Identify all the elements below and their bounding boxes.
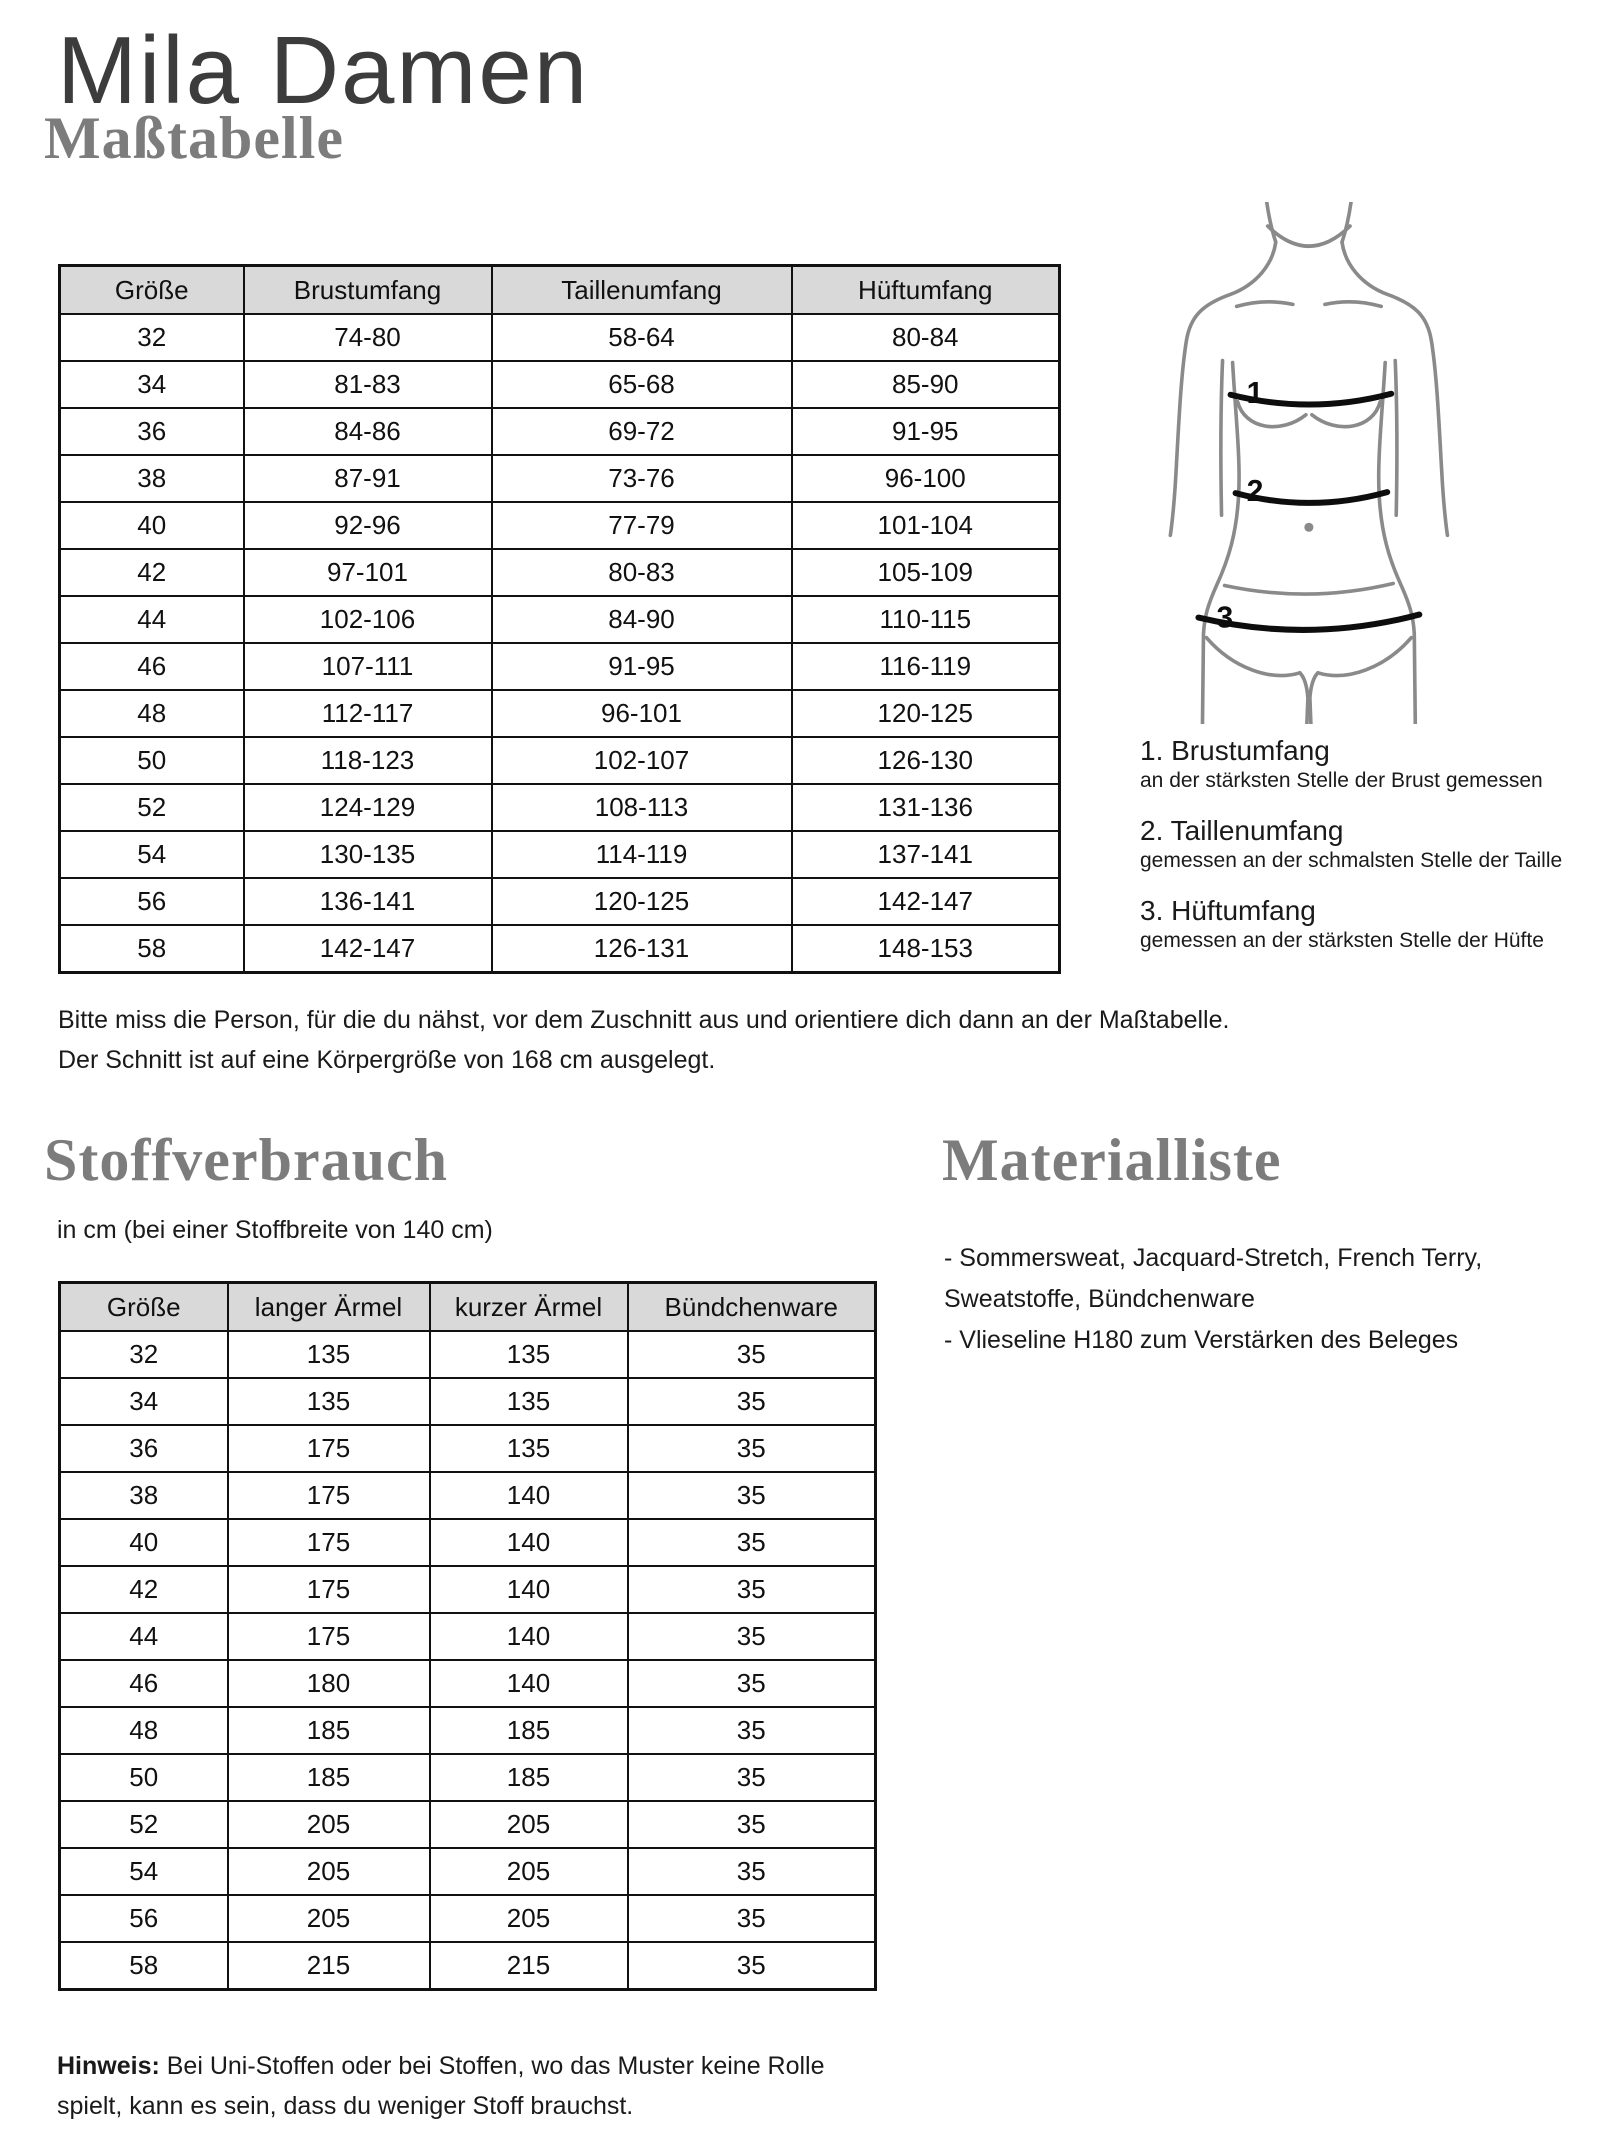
table-row xyxy=(60,1707,876,1754)
table-cell: 84-90 xyxy=(492,596,792,643)
table-cell: 130-135 xyxy=(244,831,492,878)
table-cell: 102-107 xyxy=(492,737,792,784)
table-row xyxy=(60,737,1060,784)
table-row xyxy=(60,1754,876,1801)
table-cell: 205 xyxy=(228,1848,430,1895)
bust-band-label: 1 xyxy=(1246,376,1264,410)
table-cell: 110-115 xyxy=(792,596,1060,643)
table-cell: 205 xyxy=(430,1801,628,1848)
table-row xyxy=(60,596,1060,643)
table-cell: 185 xyxy=(430,1754,628,1801)
table-cell: 215 xyxy=(430,1942,628,1990)
table-row xyxy=(60,1378,876,1425)
table-cell: 35 xyxy=(628,1472,876,1519)
table-cell: 35 xyxy=(628,1331,876,1378)
legend-title: 1. Brustumfang xyxy=(1140,735,1330,766)
column-header: Brustumfang xyxy=(244,266,492,315)
table-cell: 36 xyxy=(60,1425,228,1472)
table-cell: 35 xyxy=(628,1378,876,1425)
table-cell: 205 xyxy=(228,1801,430,1848)
navel-dot xyxy=(1304,523,1313,532)
column-header: Größe xyxy=(60,1283,228,1332)
table-cell: 175 xyxy=(228,1472,430,1519)
table-cell: 140 xyxy=(430,1472,628,1519)
column-header: Hüftumfang xyxy=(792,266,1060,315)
table-cell: 74-80 xyxy=(244,314,492,361)
table-cell: 77-79 xyxy=(492,502,792,549)
size-table-header xyxy=(60,266,1060,315)
table-row xyxy=(60,361,1060,408)
table-cell: 85-90 xyxy=(792,361,1060,408)
table-cell: 35 xyxy=(628,1519,876,1566)
table-cell: 142-147 xyxy=(244,925,492,973)
header-row xyxy=(60,266,1060,315)
column-header: Größe xyxy=(60,266,244,315)
column-header: kurzer Ärmel xyxy=(430,1283,628,1332)
size-table-body xyxy=(60,314,1060,973)
table-cell: 124-129 xyxy=(244,784,492,831)
masstabelle-heading: Maßtabelle xyxy=(44,105,344,171)
table-row xyxy=(60,1425,876,1472)
note-line: Der Schnitt ist auf eine Körpergröße von 168 cm ausgelegt. xyxy=(58,1046,716,1074)
table-cell: 137-141 xyxy=(792,831,1060,878)
table-cell: 140 xyxy=(430,1660,628,1707)
table-cell: 32 xyxy=(60,1331,228,1378)
table-row xyxy=(60,1519,876,1566)
table-cell: 120-125 xyxy=(492,878,792,925)
table-row xyxy=(60,1848,876,1895)
table-cell: 58 xyxy=(60,925,244,973)
legend-desc: gemessen an der stärksten Stelle der Hüfte xyxy=(1140,929,1544,952)
legend-item-waist xyxy=(1140,814,1600,874)
table-cell: 205 xyxy=(228,1895,430,1942)
table-cell: 142-147 xyxy=(792,878,1060,925)
table-cell: 48 xyxy=(60,1707,228,1754)
table-cell: 92-96 xyxy=(244,502,492,549)
legend-item-bust xyxy=(1140,734,1600,794)
table-cell: 205 xyxy=(430,1895,628,1942)
table-row xyxy=(60,643,1060,690)
table-cell: 91-95 xyxy=(492,643,792,690)
table-cell: 91-95 xyxy=(792,408,1060,455)
table-row xyxy=(60,408,1060,455)
fabric-table-body xyxy=(60,1331,876,1990)
table-cell: 135 xyxy=(430,1378,628,1425)
table-cell: 42 xyxy=(60,549,244,596)
table-cell: 35 xyxy=(628,1613,876,1660)
table-row xyxy=(60,1472,876,1519)
table-cell: 116-119 xyxy=(792,643,1060,690)
table-cell: 73-76 xyxy=(492,455,792,502)
table-cell: 105-109 xyxy=(792,549,1060,596)
figure-outline xyxy=(1170,202,1447,724)
table-row xyxy=(60,1942,876,1990)
column-header: Bündchenware xyxy=(628,1283,876,1332)
table-row xyxy=(60,314,1060,361)
table-cell: 175 xyxy=(228,1425,430,1472)
table-cell: 215 xyxy=(228,1942,430,1990)
table-cell: 35 xyxy=(628,1425,876,1472)
column-header: langer Ärmel xyxy=(228,1283,430,1332)
table-cell: 35 xyxy=(628,1754,876,1801)
table-row xyxy=(60,1613,876,1660)
table-cell: 87-91 xyxy=(244,455,492,502)
measuring-note xyxy=(58,1000,1378,1080)
table-cell: 54 xyxy=(60,831,244,878)
table-cell: 46 xyxy=(60,1660,228,1707)
table-row xyxy=(60,831,1060,878)
fabric-usage-table xyxy=(58,1281,877,1991)
table-cell: 135 xyxy=(228,1331,430,1378)
materialliste-heading: Materialliste xyxy=(942,1127,1282,1193)
table-cell: 35 xyxy=(628,1707,876,1754)
table-cell: 56 xyxy=(60,1895,228,1942)
table-cell: 52 xyxy=(60,784,244,831)
table-cell: 135 xyxy=(430,1425,628,1472)
table-row xyxy=(60,502,1060,549)
table-cell: 126-131 xyxy=(492,925,792,973)
page-title: Mila Damen xyxy=(57,17,590,124)
note-line: Bitte miss die Person, für die du nähst, vor dem Zuschnitt aus und orientiere dich dann an der Maßtabelle. xyxy=(58,1006,1230,1034)
table-cell: 50 xyxy=(60,1754,228,1801)
legend-desc: gemessen an der schmalsten Stelle der Taille xyxy=(1140,849,1563,872)
header-row xyxy=(60,1283,876,1332)
table-cell: 205 xyxy=(430,1848,628,1895)
hint-text: Bei Uni-Stoffen oder bei Stoffen, wo das Muster keine Rolle spielt, kann es sein, dass du weniger Stoff brauchst. xyxy=(57,2052,825,2120)
table-cell: 185 xyxy=(228,1707,430,1754)
table-cell: 135 xyxy=(228,1378,430,1425)
table-cell: 46 xyxy=(60,643,244,690)
table-cell: 114-119 xyxy=(492,831,792,878)
table-cell: 148-153 xyxy=(792,925,1060,973)
table-cell: 80-83 xyxy=(492,549,792,596)
legend-desc: an der stärksten Stelle der Brust gemessen xyxy=(1140,769,1543,792)
size-measurement-table xyxy=(58,264,1061,974)
table-cell: 44 xyxy=(60,596,244,643)
stoffverbrauch-heading: Stoffverbrauch xyxy=(44,1127,448,1193)
table-cell: 58-64 xyxy=(492,314,792,361)
table-cell: 175 xyxy=(228,1613,430,1660)
table-cell: 140 xyxy=(430,1519,628,1566)
table-cell: 80-84 xyxy=(792,314,1060,361)
hint-label: Hinweis: xyxy=(57,2052,160,2080)
body-measurement-figure xyxy=(1128,202,1550,724)
table-cell: 35 xyxy=(628,1942,876,1990)
table-row xyxy=(60,455,1060,502)
table-cell: 175 xyxy=(228,1566,430,1613)
table-cell: 112-117 xyxy=(244,690,492,737)
table-cell: 118-123 xyxy=(244,737,492,784)
legend-title: 2. Taillenumfang xyxy=(1140,815,1344,846)
table-cell: 107-111 xyxy=(244,643,492,690)
table-cell: 81-83 xyxy=(244,361,492,408)
table-cell: 96-101 xyxy=(492,690,792,737)
table-cell: 185 xyxy=(430,1707,628,1754)
measurement-legend xyxy=(1140,734,1600,974)
fabric-hint xyxy=(57,2046,867,2126)
table-cell: 65-68 xyxy=(492,361,792,408)
table-cell: 131-136 xyxy=(792,784,1060,831)
table-cell: 56 xyxy=(60,878,244,925)
table-cell: 97-101 xyxy=(244,549,492,596)
waist-band-label: 2 xyxy=(1246,475,1264,509)
stoffverbrauch-subtitle: in cm (bei einer Stoffbreite von 140 cm) xyxy=(57,1216,493,1244)
table-cell: 180 xyxy=(228,1660,430,1707)
table-cell: 35 xyxy=(628,1895,876,1942)
table-cell: 69-72 xyxy=(492,408,792,455)
table-row xyxy=(60,925,1060,973)
table-cell: 52 xyxy=(60,1801,228,1848)
table-cell: 36 xyxy=(60,408,244,455)
material-item: - Vlieseline H180 zum Verstärken des Beleges xyxy=(944,1326,1459,1354)
table-row xyxy=(60,690,1060,737)
table-cell: 135 xyxy=(430,1331,628,1378)
legend-title: 3. Hüftumfang xyxy=(1140,895,1316,926)
table-cell: 35 xyxy=(628,1566,876,1613)
table-cell: 35 xyxy=(628,1660,876,1707)
table-cell: 38 xyxy=(60,1472,228,1519)
material-list xyxy=(944,1238,1604,1361)
table-row xyxy=(60,1660,876,1707)
table-cell: 58 xyxy=(60,1942,228,1990)
table-cell: 84-86 xyxy=(244,408,492,455)
table-row xyxy=(60,878,1060,925)
table-cell: 32 xyxy=(60,314,244,361)
table-cell: 175 xyxy=(228,1519,430,1566)
column-header: Taillenumfang xyxy=(492,266,792,315)
table-cell: 48 xyxy=(60,690,244,737)
hip-band-label: 3 xyxy=(1216,601,1234,635)
table-cell: 34 xyxy=(60,1378,228,1425)
table-cell: 101-104 xyxy=(792,502,1060,549)
table-cell: 136-141 xyxy=(244,878,492,925)
table-cell: 50 xyxy=(60,737,244,784)
table-cell: 140 xyxy=(430,1613,628,1660)
material-item: - Sommersweat, Jacquard-Stretch, French Terry, Sweatstoffe, Bündchenware xyxy=(944,1244,1483,1313)
table-cell: 108-113 xyxy=(492,784,792,831)
table-cell: 35 xyxy=(628,1848,876,1895)
band-labels xyxy=(1217,377,1264,635)
table-cell: 35 xyxy=(628,1801,876,1848)
table-cell: 34 xyxy=(60,361,244,408)
table-cell: 140 xyxy=(430,1566,628,1613)
table-cell: 40 xyxy=(60,1519,228,1566)
table-row xyxy=(60,549,1060,596)
table-cell: 38 xyxy=(60,455,244,502)
table-cell: 96-100 xyxy=(792,455,1060,502)
table-cell: 120-125 xyxy=(792,690,1060,737)
table-cell: 102-106 xyxy=(244,596,492,643)
table-row xyxy=(60,1566,876,1613)
table-cell: 54 xyxy=(60,1848,228,1895)
table-row xyxy=(60,784,1060,831)
table-cell: 185 xyxy=(228,1754,430,1801)
table-cell: 44 xyxy=(60,1613,228,1660)
fabric-table-header xyxy=(60,1283,876,1332)
table-row xyxy=(60,1895,876,1942)
table-cell: 126-130 xyxy=(792,737,1060,784)
table-cell: 40 xyxy=(60,502,244,549)
table-row xyxy=(60,1331,876,1378)
legend-item-hip xyxy=(1140,894,1600,954)
table-cell: 42 xyxy=(60,1566,228,1613)
table-row xyxy=(60,1801,876,1848)
